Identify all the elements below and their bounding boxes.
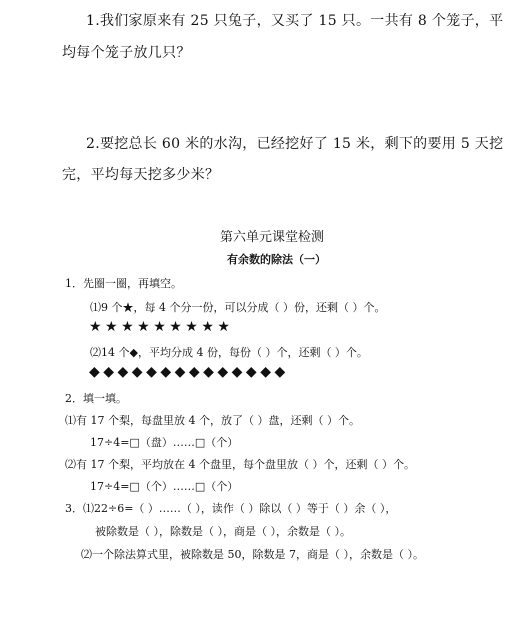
section-title: 第六单元课堂检测 [220,230,325,245]
section-subtitle: 有余数的除法（一） [227,253,326,266]
problem-1-line-1: 1.我们家原来有 25 只兔子，又买了 15 只。一共有 8 个笼子，平 [86,13,504,29]
diamond-row: ◆◆◆◆◆◆◆◆◆◆◆◆◆◆ [89,364,289,380]
question-2a: ⑴有 17 个梨，每盘里放 4 个，放了（ ）盘，还剩（ ）个。 [65,414,360,427]
question-1a: ⑴9 个★，每 4 个分一份，可以分成（ ）份，还剩（ ）个。 [90,301,386,314]
question-1b: ⑵14 个◆，平均分成 4 份，每份（ ）个，还剩（ ）个。 [90,346,368,359]
question-3a: 3．⑴22÷6=（ ）……（ ），读作（ ）除以（ ）等于（ ）余（ ）， [65,502,397,515]
question-1-heading: 1．先圈一圈，再填空。 [65,277,182,290]
question-2b: ⑵有 17 个梨，平均放在 4 个盘里，每个盘里放（ ）个，还剩（ ）个。 [65,458,415,471]
question-2b-equation: 17÷4=□（个）……□（个） [90,480,239,493]
question-2-heading: 2．填一填。 [65,392,127,405]
star-row: ★★★★★★★★★ [89,319,234,335]
question-2a-equation: 17÷4=□（盘）……□（个） [90,436,239,449]
question-3b: ⑵一个除法算式里，被除数是 50，除数是 7，商是（ ），余数是（ ）。 [81,548,424,561]
problem-1-line-2: 均每个笼子放几只？ [62,45,191,61]
problem-2-line-2: 完，平均每天挖多少米？ [62,167,220,183]
problem-2-line-1: 2.要挖总长 60 米的水沟，已经挖好了 15 米，剩下的要用 5 天挖 [86,136,504,152]
question-3a-line-2: 被除数是（ ），除数是（ ），商是（ ），余数是（ ）。 [95,525,351,538]
